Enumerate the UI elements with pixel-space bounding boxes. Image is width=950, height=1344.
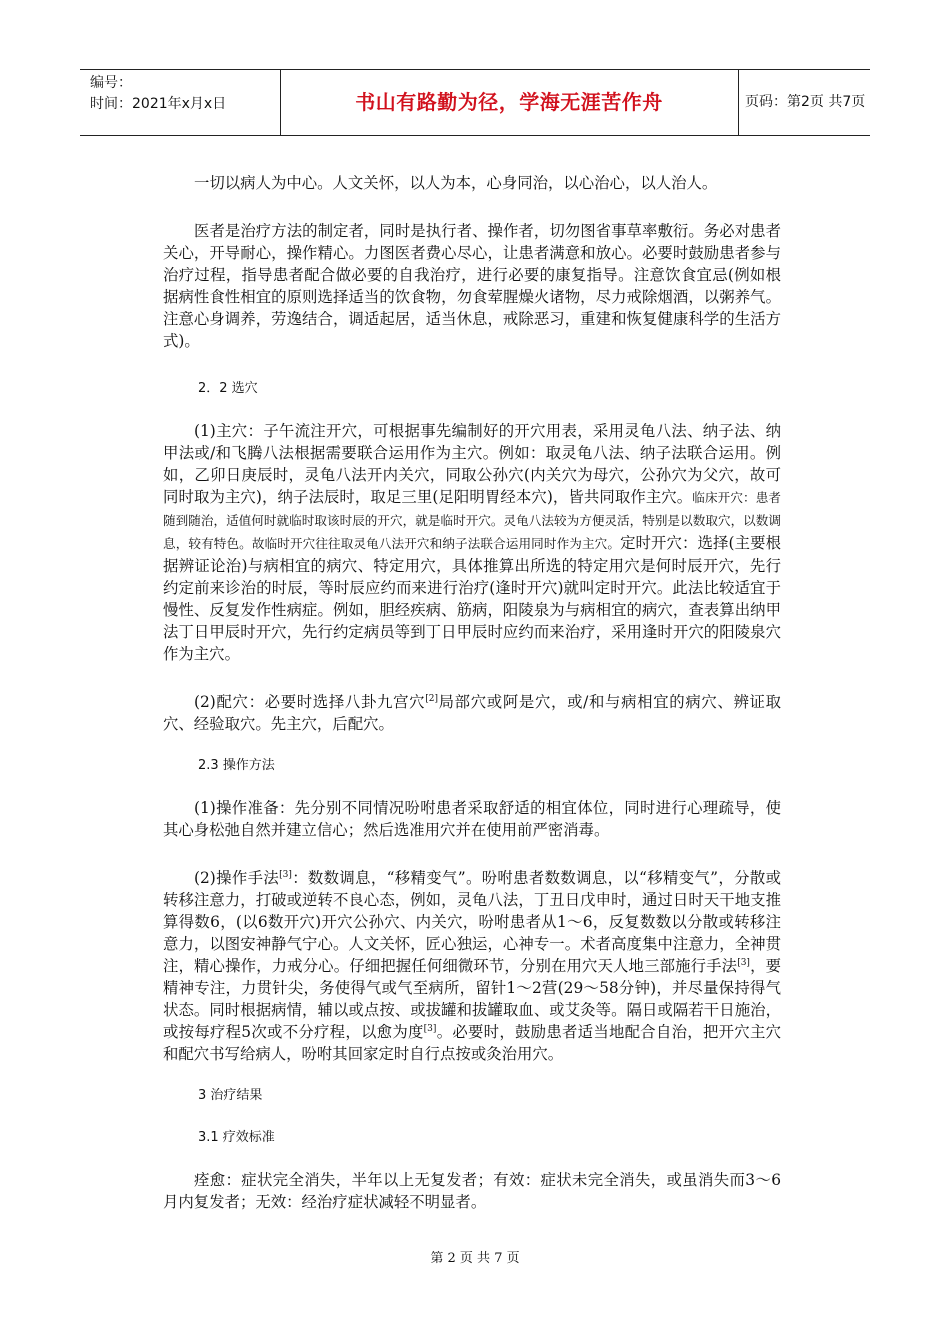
header-divider-right <box>738 69 739 136</box>
technique-text-cont: ：数数调息，“移精变气”。吩咐患者数数调息，以“移精变气”，分散或转移注意力，打破或逆转不良心态，例如，灵龟八法，丁丑日戊申时，通过日时天干地支推算得数6，(以6数开穴)开穴公孙穴、内关穴，吩咐患者从1～6，反复数数以分散或转移注意力，以图安神静气宁心。人文关怀，匠心独运，心神专一。术者高度集中注意力，全神贯注，精心操作，力戒分心。仔细把握任何细微环节，分别在用穴天人地三部施行手法 <box>163 869 781 975</box>
technique-text: (2)操作手法 <box>194 869 280 887</box>
paragraph-technique <box>163 867 781 1065</box>
scheduled-opening-text: 定时开穴：选择(主要根据辨证论治)与病相宜的病穴、特定用穴，具体推算出所选的特定用穴是何时辰开穴，先行约定前来诊治的时辰，等时辰应约而来进行治疗(逢时开穴)就叫定时开穴。此法比较适宜于慢性、反复发作性病症。例如，胆经疾病、筋病，阳陵泉为与病相宜的病穴，查表算出纳甲法丁日甲辰时开穴，先行约定病员等到丁日甲辰时应约而来治疗，采用逢时开穴的阳陵泉穴作为主穴。 <box>163 534 781 663</box>
paragraph-main-points <box>163 420 781 665</box>
technique-text-cont: ，要精神专注，力贯针尖，务使得气或气至病所，留针1～2营(29～58分钟)，并尽量保持得气状态。同时根据病情，辅以或点按、或拔罐和拔罐取血、或艾灸等。隔日或隔若干日施治，或按每疗程5次或不分疗程，以愈为度 <box>163 957 781 1041</box>
supporting-points-text-cont: 局部穴或阿是穴，或/和与病相宜的病穴、辨证取穴、经验取穴。先主穴，后配穴。 <box>163 693 781 733</box>
document-date: 时间：2021年x月x日 <box>90 96 227 112</box>
main-points-intro: (1)主穴：子午流注开穴，可根据事先编制好的开穴用表，采用灵龟八法、纳子法、纳甲法或/和飞腾八法根据需要联合运用作为主穴。例如：取灵龟八法、纳子法联合运用。例如，乙卯日庚辰时，灵龟八法开内关穴，同取公孙穴(内关穴为母穴，公孙穴为父穴，故可同时取为主穴)，纳子法辰时，取足三里(足阳明胃经本穴)，皆共同取作主穴。 <box>163 422 781 506</box>
section-heading-2-2: 2．2 选穴 <box>198 381 258 396</box>
section-heading-2-3: 2.3 操作方法 <box>198 758 275 773</box>
header-page-info: 页码：第2页 共7页 <box>745 94 866 110</box>
paragraph-supporting-points <box>163 691 781 735</box>
technique-text-end: 。必要时，鼓励患者适当地配合自治，把开穴主穴和配穴书写给病人，吩咐其回家定时自行点按或灸治用穴。 <box>163 1023 781 1063</box>
citation-ref: [3] <box>737 958 750 968</box>
citation-ref: [3] <box>279 870 292 880</box>
citation-ref: [3] <box>423 1024 437 1034</box>
paragraph-physician-role: 医者是治疗方法的制定者，同时是执行者、操作者，切勿图省事草率敷衍。务必对患者关心，开导耐心，操作精心。力图医者费心尽心，让患者满意和放心。必要时鼓励患者参与治疗过程，指导患者配合做必要的自我治疗，进行必要的康复指导。注意饮食宜忌(例如根据病性食性相宜的原则选择适当的饮食物，勿食荤腥燥火诸物，尽力戒除烟酒，以粥养气。注意心身调养，劳逸结合，调适起居，适当休息，戒除恶习，重建和恢复健康科学的生活方式)。 <box>163 222 781 350</box>
document-body <box>163 172 781 1213</box>
document-number-label: 编号： <box>90 75 132 91</box>
paragraph-efficacy-criteria: 痊愈：症状完全消失，半年以上无复发者；有效：症状未完全消失，或虽消失而3～6月内复发者；无效：经治疗症状减轻不明显者。 <box>163 1171 781 1211</box>
supporting-points-text: (2)配穴：必要时选择八卦九宫穴 <box>194 693 426 711</box>
header-meta <box>90 73 226 115</box>
paragraph-patient-centered: 一切以病人为中心。人文关怀，以人为本，心身同治，以心治心，以人治人。 <box>194 174 718 192</box>
temporary-opening-text: 临床开穴：患者随到随治，适值何时就临时取该时辰的开穴，就是临时开穴。灵龟八法较为方便灵活，特别是以数取穴，以数调息，较有特色。故临时开穴往往取灵龟八法开穴和纳子法联合运用同时作为主穴。 <box>163 490 781 551</box>
page-header <box>80 69 870 136</box>
header-motto: 书山有路勤为径，学海无涯苦作舟 <box>355 90 663 114</box>
paragraph-preparation: (1)操作准备：先分别不同情况吩咐患者采取舒适的相宜体位，同时进行心理疏导，使其心身松弛自然并建立信心；然后选准用穴并在使用前严密消毒。 <box>163 799 781 839</box>
page-footer: 第 2 页 共 7 页 <box>430 1251 520 1266</box>
section-heading-3-1: 3.1 疗效标准 <box>198 1130 275 1145</box>
citation-ref: [2] <box>425 694 438 704</box>
section-heading-3: 3 治疗结果 <box>198 1088 263 1103</box>
